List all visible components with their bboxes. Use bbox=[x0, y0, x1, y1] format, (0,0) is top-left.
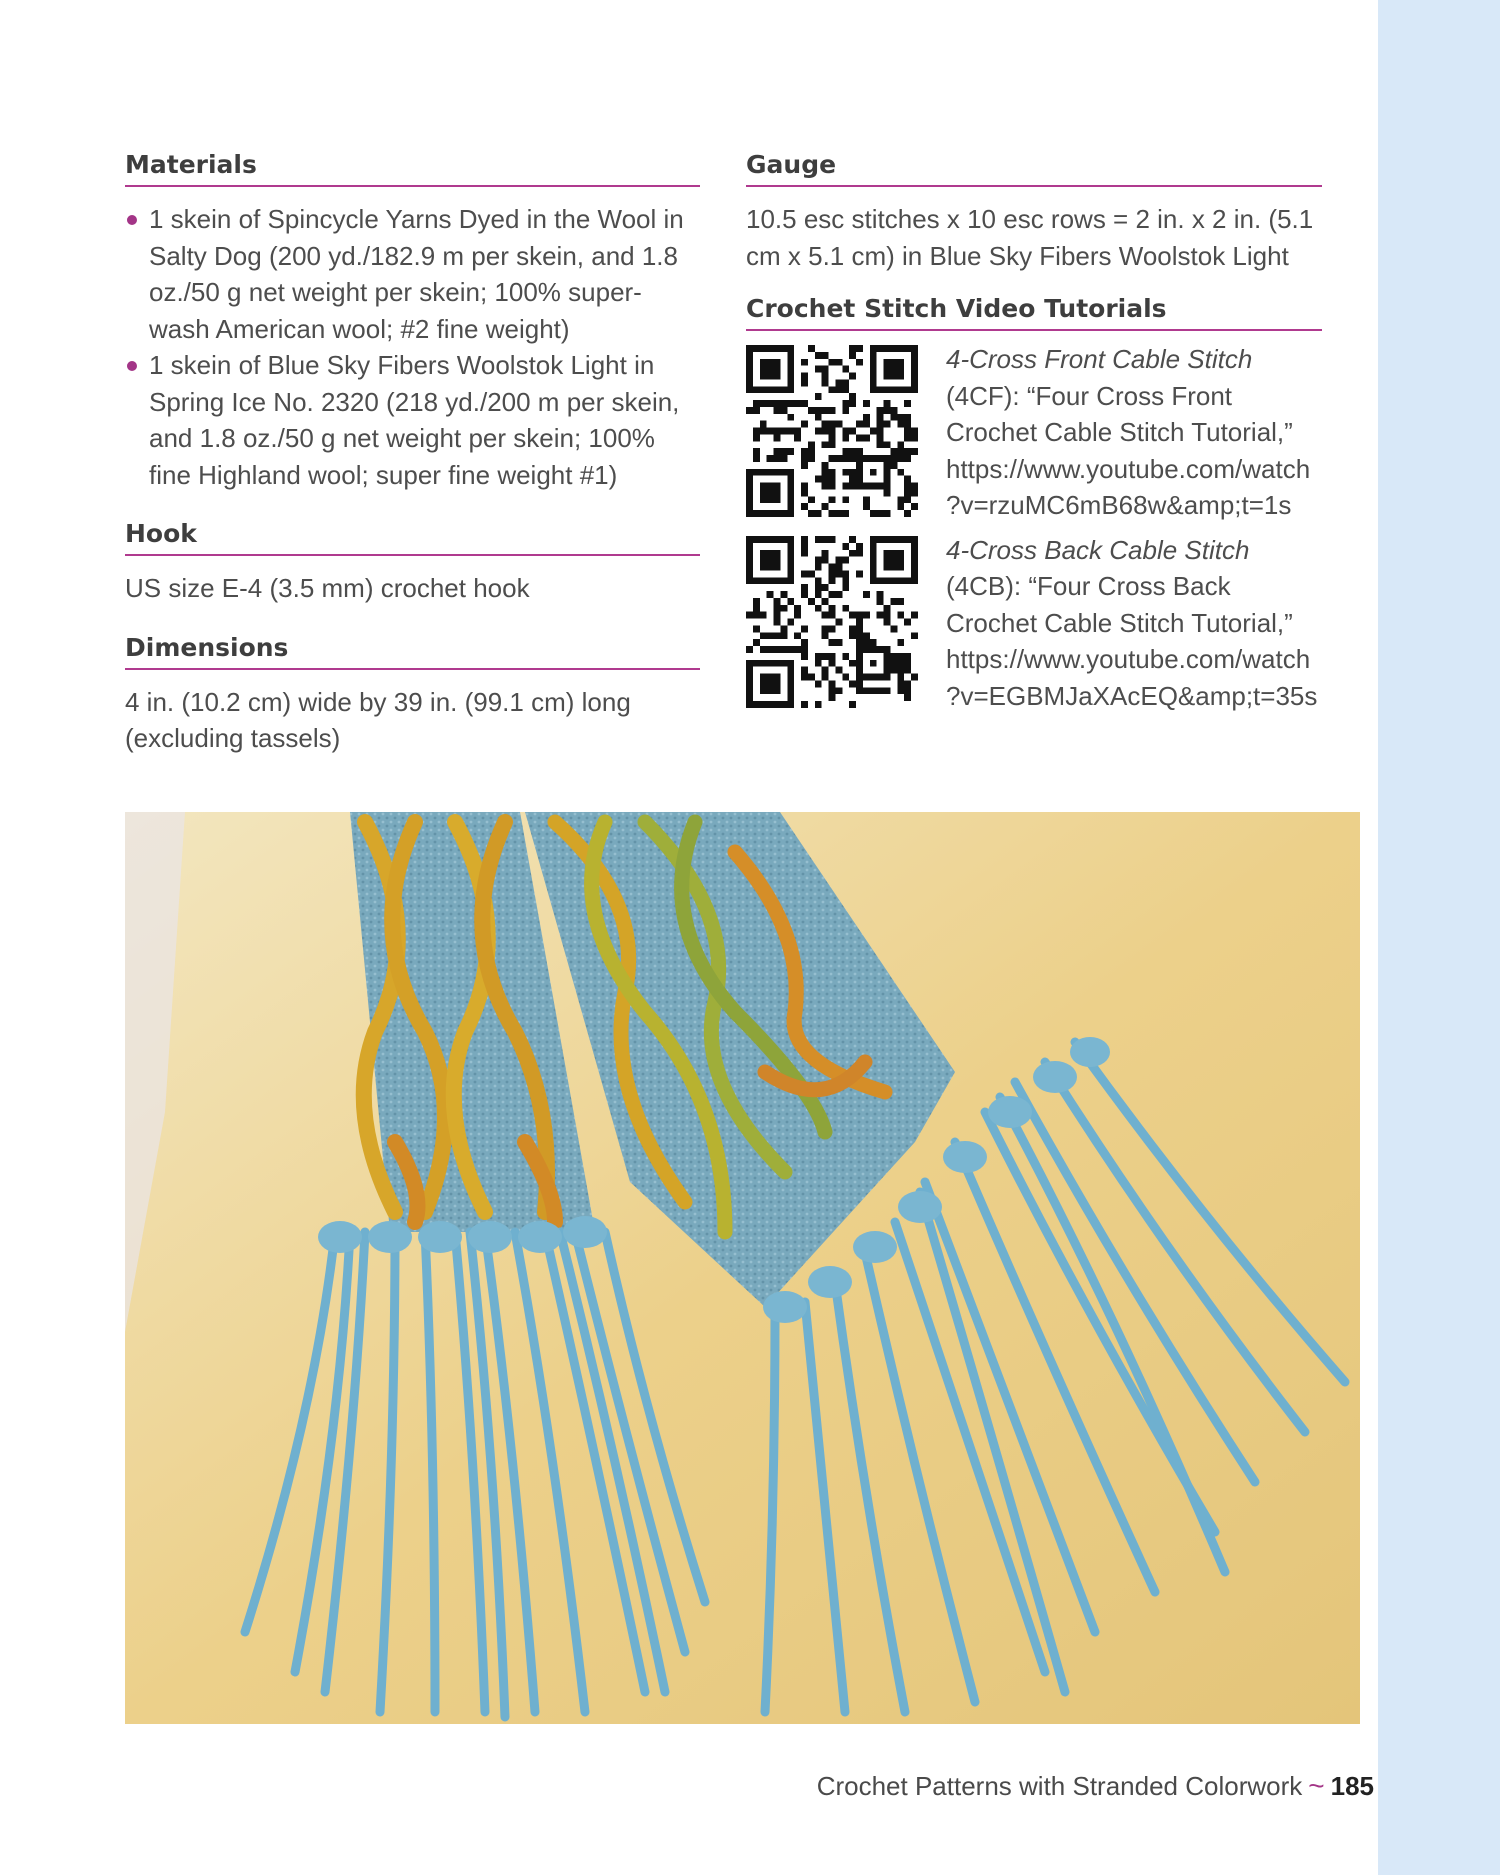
tutorial-text bbox=[946, 341, 1322, 524]
bullet-icon bbox=[127, 361, 137, 371]
gauge-section bbox=[746, 150, 1322, 274]
dimensions-text: 4 in. (10.2 cm) wide by 39 in. (99.1 cm) long (excluding tassels) bbox=[125, 686, 631, 753]
tutorials-section bbox=[746, 294, 1322, 714]
list-item: 1 skein of Spincycle Yarns Dyed in the Wool in Salty Dog (200 yd./182.9 m per skein, and 1.8 oz./50 g net weight per skein; 100% super-wash American wool; #2 fine weight) bbox=[125, 201, 700, 347]
tutorial-item-front bbox=[746, 345, 1322, 524]
tutorial-desc: (4CF): “Four Cross Front Crochet Cable Stitch Tutorial,” bbox=[946, 380, 1293, 447]
hook-heading: Hook bbox=[125, 519, 700, 556]
dimensions-heading: Dimensions bbox=[125, 633, 700, 670]
tutorials-heading: Crochet Stitch Video Tutorials bbox=[746, 294, 1322, 331]
scarf-illustration bbox=[125, 812, 1360, 1724]
tutorial-desc: (4CB): “Four Cross Back Crochet Cable Stitch Tutorial,” bbox=[946, 571, 1293, 638]
hook-section bbox=[125, 519, 700, 607]
hook-text: US size E-4 (3.5 mm) crochet hook bbox=[125, 573, 530, 603]
materials-list bbox=[125, 201, 700, 493]
materials-heading: Materials bbox=[125, 150, 700, 187]
side-strip bbox=[1378, 0, 1500, 1875]
page-number: 185 bbox=[1330, 1770, 1374, 1801]
qr-code-icon[interactable] bbox=[746, 345, 918, 517]
qr-code-icon[interactable] bbox=[746, 536, 918, 708]
gauge-text: 10.5 esc stitches x 10 esc rows = 2 in. x 2 in. (5.1 cm x 5.1 cm) in Blue Sky Fibers Woolstok Light bbox=[746, 204, 1314, 271]
tutorial-title: 4-Cross Back Cable Stitch bbox=[946, 534, 1250, 565]
tutorial-title: 4-Cross Front Cable Stitch bbox=[946, 344, 1253, 374]
scarf-photo bbox=[125, 812, 1360, 1724]
footer-separator: ~ bbox=[1308, 1770, 1325, 1801]
tutorial-text bbox=[946, 532, 1322, 715]
right-column bbox=[746, 150, 1322, 726]
tutorial-item-back bbox=[746, 536, 1322, 715]
book-title: Crochet Patterns with Stranded Colorwork bbox=[816, 1770, 1303, 1801]
tutorial-link[interactable]: https://www.youtube.com/watch ?v=EGBMJaXAcEQ&amp;t=35s bbox=[946, 644, 1318, 711]
materials-section bbox=[125, 150, 700, 493]
tutorial-link[interactable]: https://www.youtube.com/watch ?v=rzuMC6mB68w&amp;t=1s bbox=[946, 453, 1311, 520]
page-footer bbox=[817, 1770, 1374, 1802]
left-column bbox=[125, 150, 700, 757]
bullet-icon bbox=[127, 215, 137, 225]
list-item: 1 skein of Blue Sky Fibers Woolstok Light in Spring Ice No. 2320 (218 yd./200 m per skein, and 1.8 oz./50 g net weight per skein; 100% fine Highland wool; super fine weight #1) bbox=[125, 347, 700, 493]
gauge-heading: Gauge bbox=[746, 150, 1322, 187]
dimensions-section bbox=[125, 633, 700, 757]
